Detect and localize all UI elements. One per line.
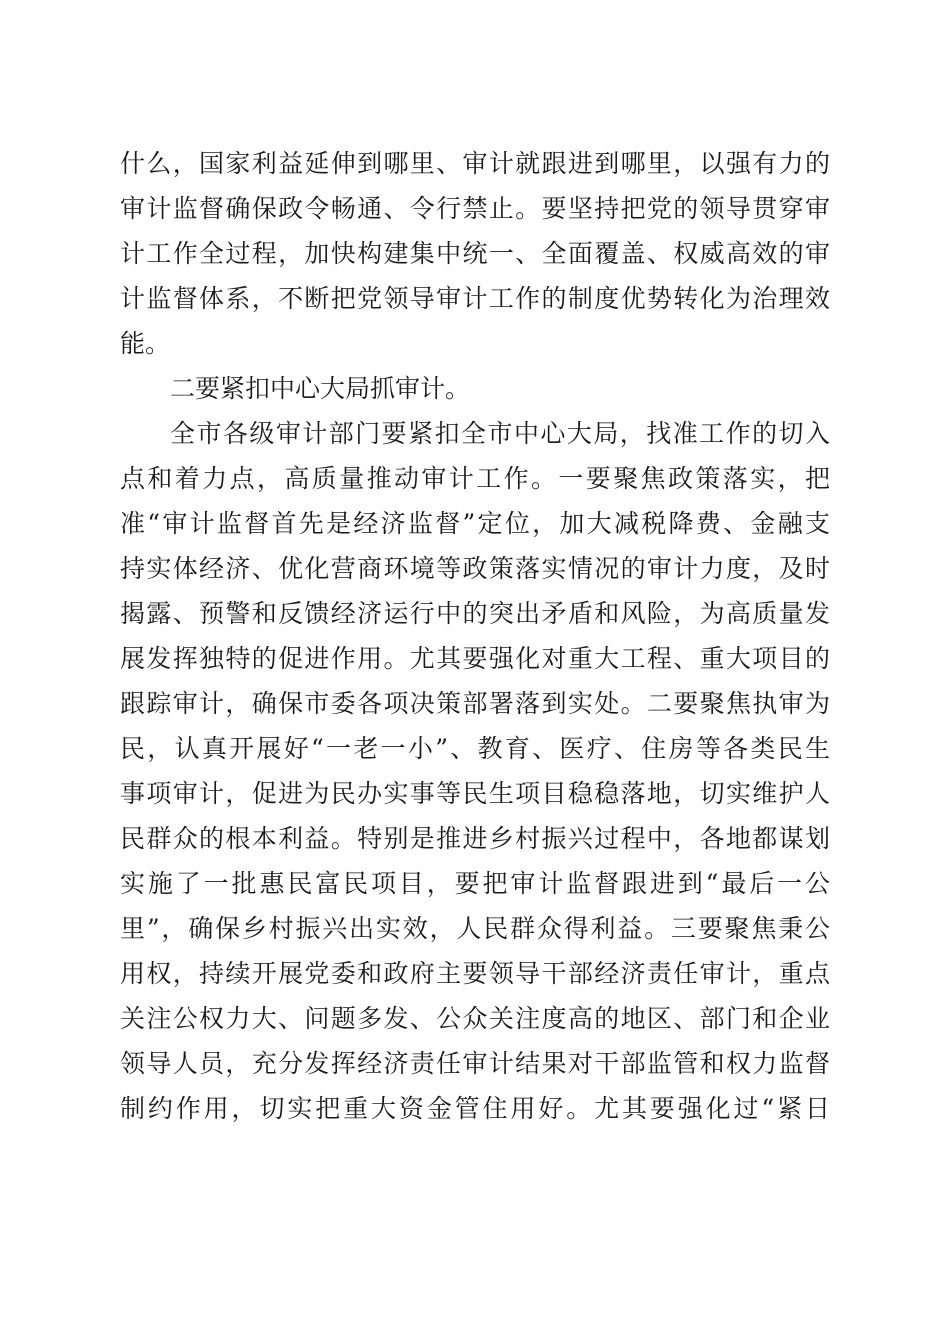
text-line: 实施了一批惠民富民项目，要把审计监督跟进到“最后一公 [120,869,830,898]
text-line: 准“审计监督首先是经济监督”定位，加大减税降费、金融支 [120,509,830,538]
paragraph-1 [120,141,830,366]
text-line: 能。 [120,329,171,358]
document-body [120,141,830,1131]
paragraph-2 [120,411,830,1131]
text-line: 民群众的根本利益。特别是推进乡村振兴过程中，各地都谋划 [120,824,830,853]
text-line: 全市各级审计部门要紧扣全市中心大局，找准工作的切入 [170,419,830,448]
text-line: 揭露、预警和反馈经济运行中的突出矛盾和风险，为高质量发 [120,599,830,628]
text-line: 跟踪审计，确保市委各项决策部署落到实处。二要聚焦执审为 [120,689,830,718]
text-line: 计监督体系，不断把党领导审计工作的制度优势转化为治理效 [120,284,830,313]
text-line: 什么，国家利益延伸到哪里、审计就跟进到哪里，以强有力的 [120,149,830,178]
heading-text: 二要紧扣中心大局抓审计。 [170,374,471,403]
text-line: 事项审计，促进为民办实事等民生项目稳稳落地，切实维护人 [120,779,830,808]
text-line: 领导人员，充分发挥经济责任审计结果对干部监管和权力监督 [120,1049,830,1078]
text-line: 关注公权力大、问题多发、公众关注度高的地区、部门和企业 [120,1004,830,1033]
text-line: 里”，确保乡村振兴出实效，人民群众得利益。三要聚焦秉公 [120,914,830,943]
text-line: 点和着力点，高质量推动审计工作。一要聚焦政策落实，把 [120,464,830,493]
section-heading [120,366,830,411]
text-line: 审计监督确保政令畅通、令行禁止。要坚持把党的领导贯穿审 [120,194,830,223]
text-line: 持实体经济、优化营商环境等政策落实情况的审计力度，及时 [120,554,830,583]
text-line: 用权，持续开展党委和政府主要领导干部经济责任审计，重点 [120,959,830,988]
text-line: 制约作用，切实把重大资金管住用好。尤其要强化过“紧日 [120,1094,830,1123]
text-line: 计工作全过程，加快构建集中统一、全面覆盖、权威高效的审 [120,239,830,268]
text-line: 展发挥独特的促进作用。尤其要强化对重大工程、重大项目的 [120,644,830,673]
text-line: 民，认真开展好“一老一小”、教育、医疗、住房等各类民生 [120,734,830,763]
